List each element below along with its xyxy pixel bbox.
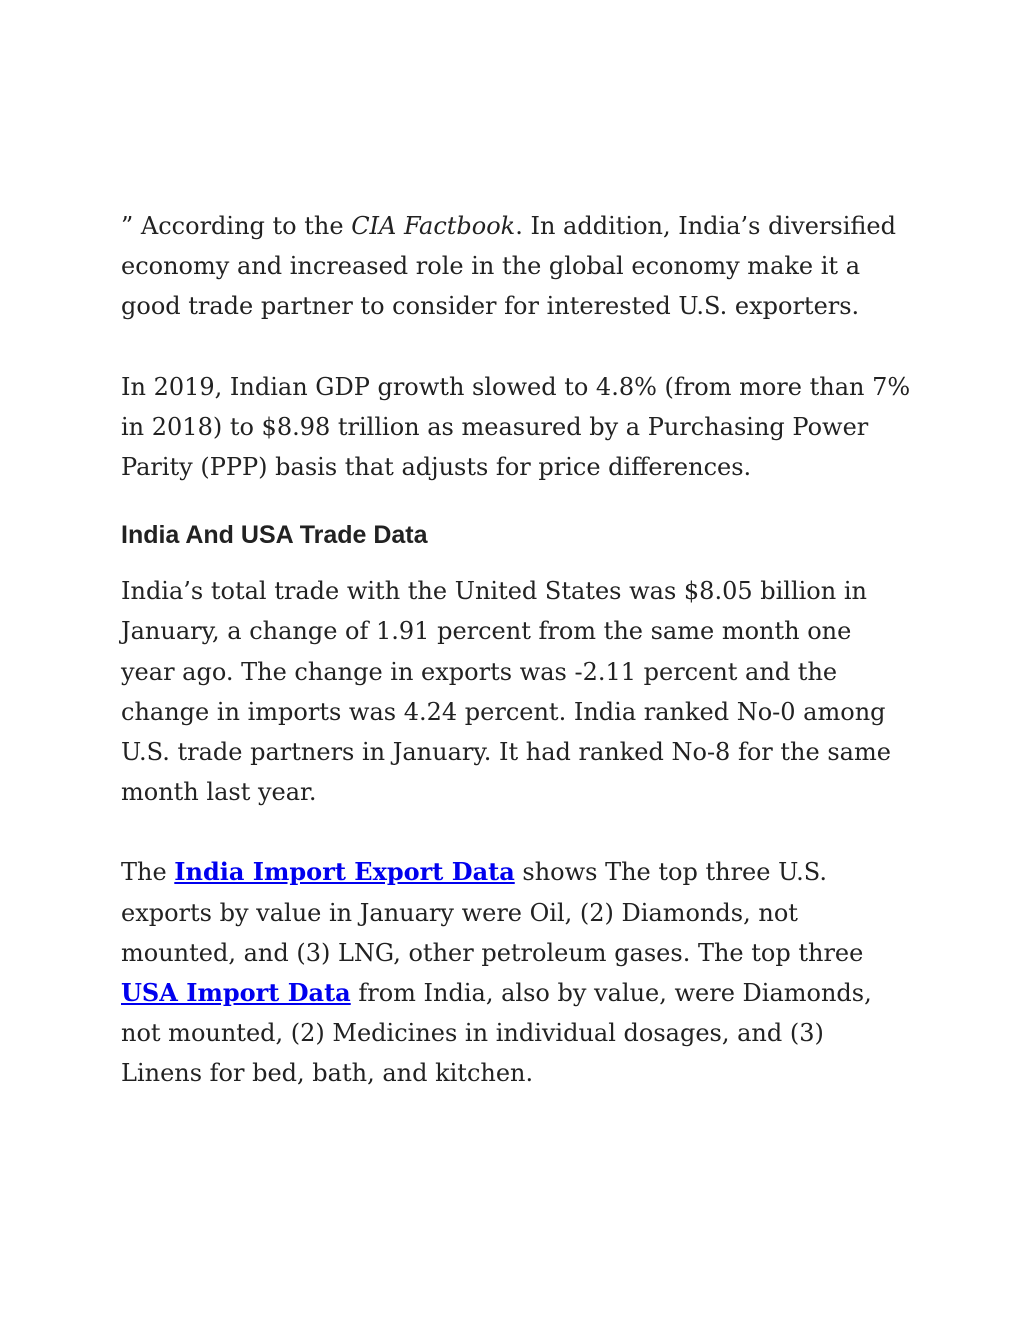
cia-factbook-title: CIA Factbook [351, 212, 516, 240]
paragraph-gdp-growth: In 2019, Indian GDP growth slowed to 4.8% (from more than 7% in 2018) to $8.98 trillion as measured by a Purchasing Power Parity (PPP) basis that adjusts for price differences. [121, 372, 911, 482]
india-import-export-data-link[interactable]: India Import Export Data [174, 857, 515, 887]
paragraph-top-exports-imports [121, 852, 911, 1093]
section-heading: India And USA Trade Data [121, 521, 428, 550]
paragraph-cia-factbook [121, 206, 911, 327]
paragraph-1-suffix: . In addition, India’s diversified economy and increased role in the global economy make it a good trade partner to consider for interested U.S. exporters. [121, 212, 896, 321]
article-body [121, 206, 911, 1094]
paragraph-4-part-3: from India, also by value, were Diamonds, not mounted, (2) Medicines in individual dosages, and (3) Linens for bed, bath, and kitchen. [121, 979, 872, 1088]
paragraph-1-prefix: ” According to the [121, 212, 352, 240]
paragraph-trade-totals: India’s total trade with the United States was $8.05 billion in January, a change of 1.91 percent from the same month one year ago. The change in exports was -2.11 percent and the change in imports was 4.24 percent. India ranked No-0 among U.S. trade partners in January. It had ranked No-8 for the same month last year. [121, 577, 891, 807]
paragraph-4-part-2: shows The top three U.S. exports by value in January were Oil, (2) Diamonds, not mounted, and (3) LNG, other petroleum gases. The top three [121, 858, 864, 967]
paragraph-4-part-1: The [121, 858, 175, 887]
usa-import-data-link[interactable]: USA Import Data [121, 978, 351, 1008]
